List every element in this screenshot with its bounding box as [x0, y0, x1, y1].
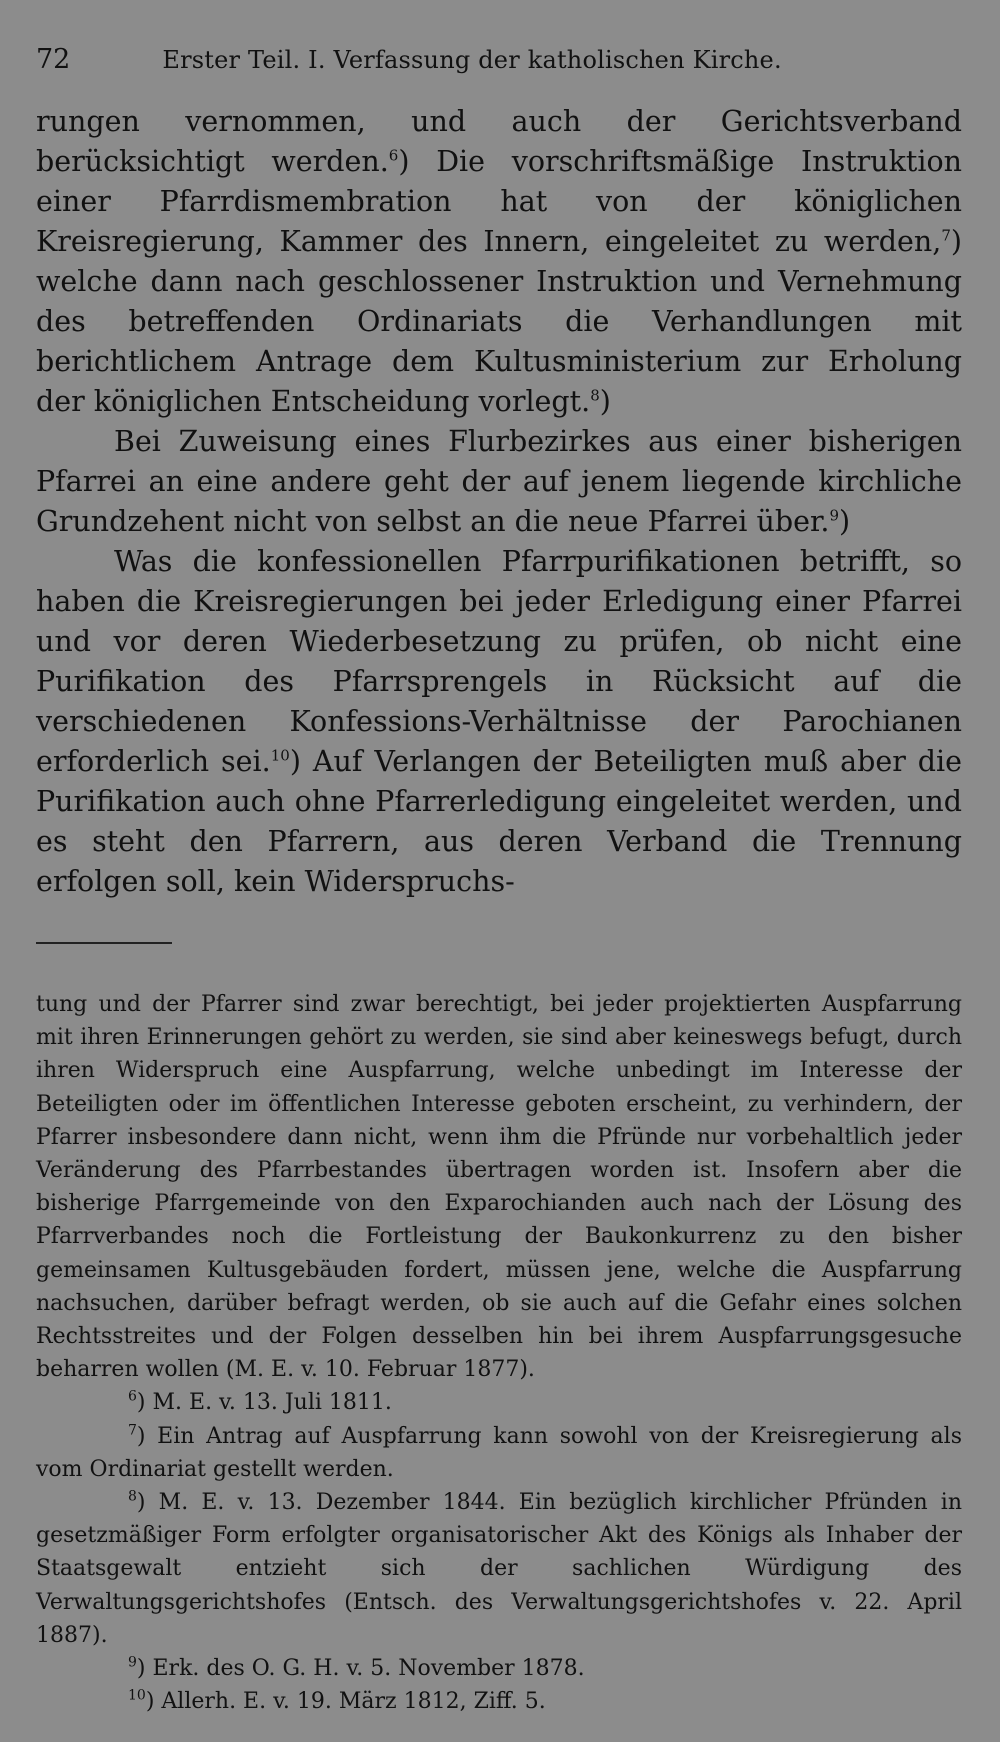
- text-run: ) Auf Verlangen der Beteiligten muß aber die Purifikation auch ohne Pfarrerledigung eingeleitet werden, und es steht den Pfarrern, aus deren Verband die Trennung erfolgen soll, kein Widerspruchs-: [36, 745, 962, 898]
- footnote-separator: [36, 942, 172, 944]
- footnote-text: ) Ein Antrag auf Auspfarrung kann sowohl von der Kreisregierung als vom Ordinariat gestellt werden.: [36, 1423, 962, 1482]
- main-text: [36, 102, 962, 902]
- footnote-10: [36, 1685, 962, 1718]
- footnote-9: [36, 1652, 962, 1685]
- running-head: Erster Teil. I. Verfassung der katholischen Kirche.: [162, 46, 782, 74]
- footnote-mark: 9: [128, 1654, 137, 1671]
- paragraph: [36, 102, 962, 422]
- footnote-mark: 6: [128, 1389, 137, 1406]
- footnote-text: ) Allerh. E. v. 19. März 1812, Ziff. 5.: [145, 1689, 546, 1715]
- footnote-text: ) M. E. v. 13. Juli 1811.: [136, 1390, 392, 1416]
- footnote-continuation: tung und der Pfarrer sind zwar berechtigt, bei jeder projektierten Auspfarrung mit ihren Erinnerungen gehört zu werden, sie sind aber keineswegs befugt, durch ihren Widerspruch eine Auspfarrung, welche unbedingt im Interesse der Beteiligten oder im öffentlichen Interesse geboten erscheint, zu verhindern, der Pfarrer insbesondere dann nicht, wenn ihm die Pfründe nur vorbehaltlich jeder Veränderung des Pfarrbestandes übertragen worden ist. Insofern aber die bisherige Pfarrgemeinde von den Exparochianden auch nach der Lösung des Pfarrverbandes noch die Fortleistung der Baukonkurrenz zu den bisher gemeinsamen Kultusgebäuden fordert, müssen jene, welche die Auspfarrung nachsuchen, darüber befragt werden, ob sie auch auf die Gefahr eines solchen Rechtsstreites und der Folgen desselben hin bei ihrem Auspfarrungsgesuche beharren wollen (M. E. v. 10. Februar 1877).: [36, 992, 962, 1383]
- text-run: Bei Zuweisung eines Flurbezirkes aus einer bisherigen Pfarrei an eine andere geht der auf jenem liegende kirchliche Grundzehent nicht von selbst an die neue Pfarrei über.: [36, 425, 962, 538]
- page-header: [36, 44, 962, 90]
- paragraph: [36, 542, 962, 902]
- text-run: rungen vernommen, und auch der Gerichtsverband berücksichtigt werden.: [36, 105, 962, 178]
- footnote-6: [36, 1386, 962, 1419]
- footnote-text: ) Erk. des O. G. H. v. 5. November 1878.: [136, 1656, 585, 1682]
- paragraph: [36, 422, 962, 542]
- footnote-7: [36, 1420, 962, 1486]
- footnote-mark: 8: [128, 1488, 137, 1505]
- footnote-text: ) M. E. v. 13. Dezember 1844. Ein bezüglich kirchlicher Pfründen in gesetzmäßiger Form erfolgter organisatorischer Akt des Königs als Inhaber der Staatsgewalt entzieht sich der sachlichen Würdigung des Verwaltungsgerichtshofes (Entsch. des Verwaltungsgerichtshofes v. 22. April 1887).: [36, 1490, 962, 1648]
- footnote-mark: 10: [128, 1687, 146, 1704]
- text-run: ): [599, 385, 611, 418]
- footnote-mark: 7: [128, 1422, 137, 1439]
- footnote-ref: 8: [590, 386, 600, 405]
- page-number: 72: [36, 44, 71, 75]
- footnote-ref: 7: [941, 226, 951, 245]
- footnote-ref: 6: [388, 146, 399, 165]
- footnote-ref: 9: [829, 506, 840, 525]
- footnotes: [36, 988, 962, 1718]
- footnote-ref: 10: [270, 746, 290, 765]
- text-run: ) welche dann nach geschlossener Instruktion und Vernehmung des betreffenden Ordinariats die Verhandlungen mit berichtlichem Antrage dem Kultusministerium zur Erholung der königlichen Entscheidung vorlegt.: [36, 225, 962, 418]
- text-run: Was die konfessionellen Pfarrpurifikationen betrifft, so haben die Kreisregierungen bei jeder Erledigung einer Pfarrei und vor deren Wiederbesetzung zu prüfen, ob nicht eine Purifikation des Pfarrsprengels in Rücksicht auf die verschiedenen Konfessions-Verhältnisse der Parochianen erforderlich sei.: [36, 545, 962, 778]
- text-run: ): [839, 505, 851, 538]
- footnote-8: [36, 1486, 962, 1652]
- text-run: ) Die vorschriftsmäßige Instruktion einer Pfarrdismembration hat von der königlichen Kreisregierung, Kammer des Innern, eingeleitet zu werden,: [36, 145, 962, 258]
